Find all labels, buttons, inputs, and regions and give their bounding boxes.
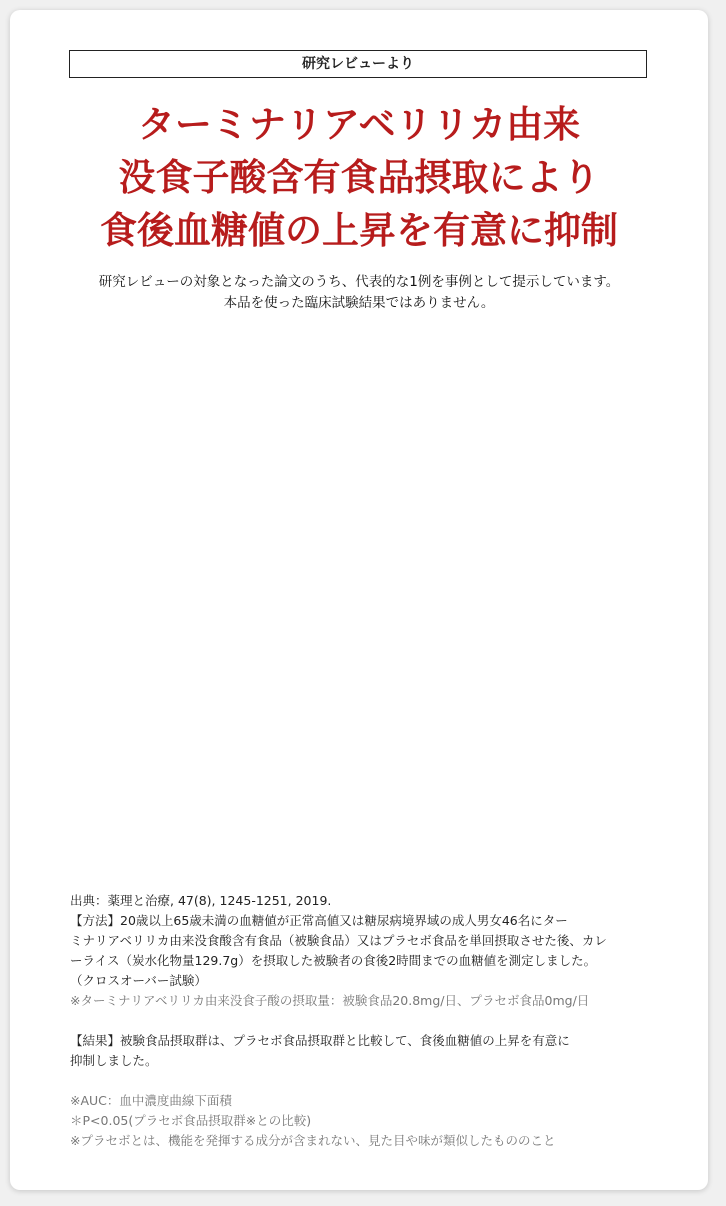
disclaimer-line-1: 研究レビューの対象となった論文のうち、代表的な1例を事例として提示しています。 <box>98 274 620 290</box>
spacer <box>70 1071 660 1091</box>
headline-line-3: 食後血糖値の上昇を有意に抑制 <box>100 208 618 252</box>
auc-note: ※AUC：血中濃度曲線下面積 <box>70 1093 232 1108</box>
headline-line-1: ターミナリアベリリカ由来 <box>137 102 581 146</box>
method-line-1: 【方法】20歳以上65歳未満の血糖値が正常高値又は糖尿病境界域の成人男女46名にター <box>70 913 568 928</box>
disclaimer-line-2: 本品を使った臨床試験結果ではありません。 <box>223 295 495 311</box>
placebo-note: ※プラセボとは、機能を発揮する成分が含まれない、見た目や味が類似したもののこと <box>70 1133 556 1148</box>
disclaimer-note <box>10 272 708 314</box>
study-review-label: 研究レビューより <box>69 50 647 78</box>
content-card <box>10 10 708 1190</box>
p-value-note: ＊P<0.05(プラセボ食品摂取群※との比較) <box>70 1113 312 1128</box>
headline-line-2: 没食子酸含有食品摂取により <box>118 155 600 199</box>
intake-note: ※ターミナリアベリリカ由来没食子酸の摂取量：被験食品20.8mg/日、プラセボ食品0mg/日 <box>70 993 590 1008</box>
method-line-2: ミナリアベリリカ由来没食酸含有食品（被験食品）又はプラセボ食品を単回摂取させた後、カレ <box>70 933 607 948</box>
figure-area <box>69 330 647 880</box>
source-citation: 出典：薬理と治療, 47(8), 1245-1251, 2019. <box>70 893 332 908</box>
study-details <box>70 891 660 1151</box>
result-line-2: 抑制しました。 <box>70 1053 158 1068</box>
result-line-1: 【結果】被験食品摂取群は、プラセボ食品摂取群と比較して、食後血糖値の上昇を有意に <box>70 1033 570 1048</box>
spacer <box>70 1011 660 1031</box>
method-line-3: ーライス（炭水化物量129.7g）を摂取した被験者の食後2時間までの血糖値を測定しました。 <box>70 953 597 968</box>
method-line-4: （クロスオーバー試験） <box>70 973 207 988</box>
headline <box>10 98 708 257</box>
